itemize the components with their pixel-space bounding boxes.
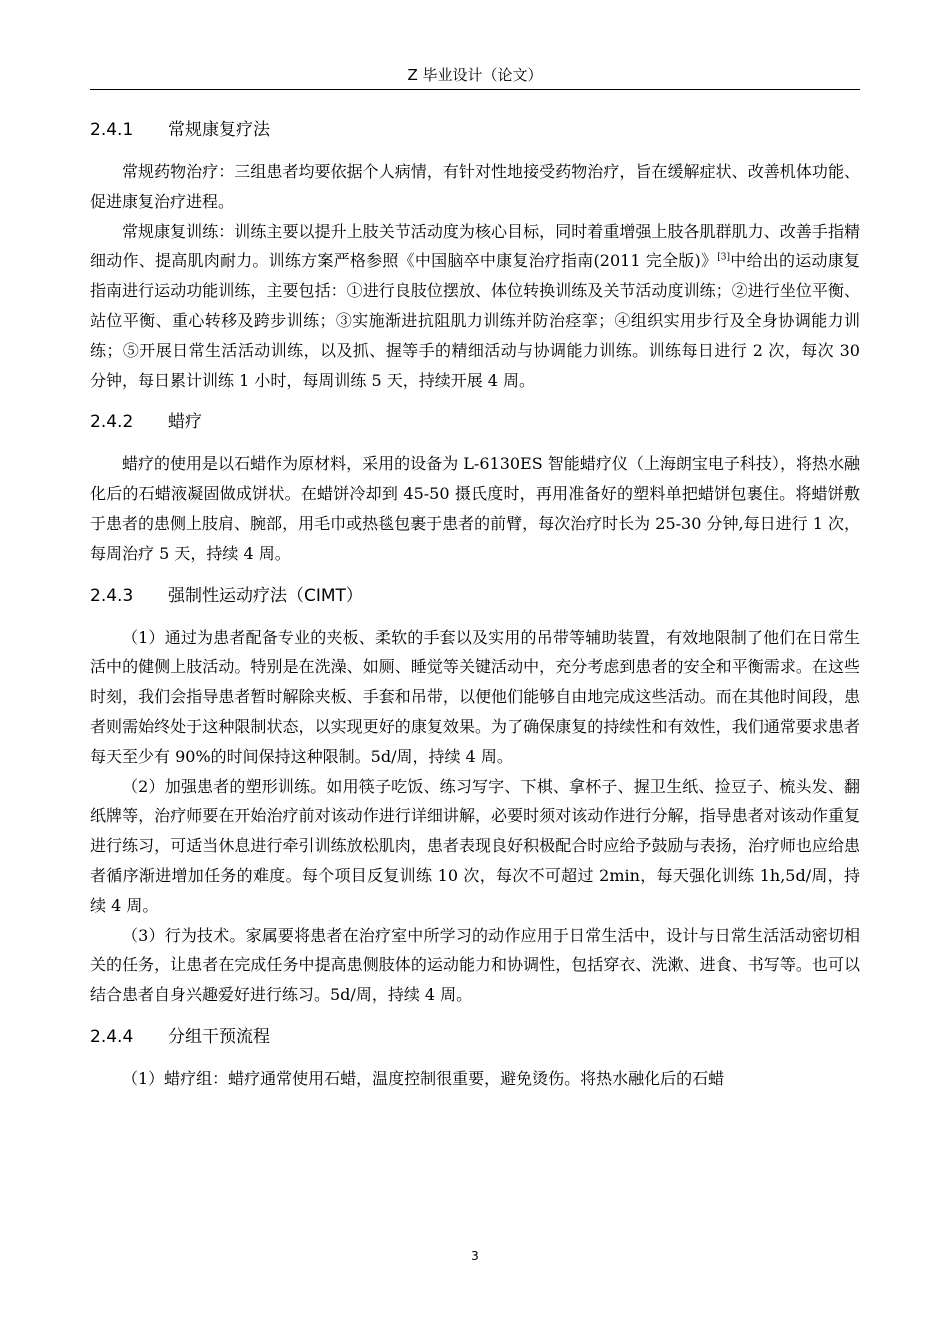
section-number: 2.4.3 [90,585,134,606]
section-number: 2.4.1 [90,120,134,140]
paragraph: （2）加强患者的塑形训练。如用筷子吃饭、练习写字、下棋、拿杯子、握卫生纸、捡豆子、梳头发、翻纸牌等，治疗师要在开始治疗前对该动作进行详细讲解，必要时须对该动作进行分解，指导患者对该动作重复进行练习，可适当休息进行牵引训练放松肌肉，患者表现良好积极配合时应给予鼓励与表扬，治疗师也应给患者循序渐进增加任务的难度。每个项目反复训练 10 次，每次不可超过 2min，每天强化训练 1h,5d/周，持续 4 周。 [90,776,860,915]
page-body [90,113,860,1094]
section-heading-2-4-1 [90,113,860,147]
paragraph: （3）行为技术。家属要将患者在治疗室中所学习的动作应用于日常生活中，设计与日常生活活动密切相关的任务，让患者在完成任务中提高患侧肢体的运动能力和协调性，包括穿衣、洗漱、进食、书写等。也可以结合患者自身兴趣爱好进行练习。5d/周，持续 4 周。 [90,925,860,1005]
section-title: 常规康复疗法 [168,120,270,140]
page-header: Z 毕业设计（论文） [407,66,543,84]
paragraph-text: 中给出的运动康复指南进行运动功能训练，主要包括：①进行良肢位摆放、体位转换训练及关节活动度训练；②进行坐位平衡、站位平衡、重心转移及跨步训练；③实施渐进抗阻肌力训练并防治痉挛；④组织实用步行及全身协调能力训练；⑤开展日常生活活动训练，以及抓、握等手的精细活动与协调能力训练。训练每日进行 2 次，每次 30 分钟，每日累计训练 1 小时，每周训练 5 天，持续开展 4 周。 [90,251,860,390]
header-divider [90,89,860,90]
section-title: 分组干预流程 [168,1026,270,1047]
page-number: 3 [471,1249,479,1263]
paragraph: （1）通过为患者配备专业的夹板、柔软的手套以及实用的吊带等辅助装置，有效地限制了他们在日常生活中的健侧上肢活动。特别是在洗澡、如厕、睡觉等关键活动中，充分考虑到患者的安全和平衡需求。在这些时刻，我们会指导患者暂时解除夹板、手套和吊带，以便他们能够自由地完成这些活动。而在其他时间段，患者则需始终处于这种限制状态，以实现更好的康复效果。为了确保康复的持续性和有效性，我们通常要求患者每天至少有 90%的时间保持这种限制。5d/周，持续 4 周。 [90,627,860,766]
paragraph-text: 常规康复训练：训练主要以提升上肢关节活动度为核心目标，同时着重增强上肢各肌群肌力、改善手指精细动作、提高肌肉耐力。训练方案严格参照《中国脑卒中康复治疗指南(2011 完全版)》 [90,221,860,271]
section-heading-2-4-4 [90,1020,860,1054]
paragraph: （1）蜡疗组：蜡疗通常使用石蜡，温度控制很重要，避免烫伤。将热水融化后的石蜡 [122,1068,725,1088]
section-title: 蜡疗 [168,412,202,433]
section-title: 强制性运动疗法（CIMT） [168,585,363,606]
citation-ref: [3] [717,253,731,264]
paragraph [90,217,860,396]
paragraph: 蜡疗的使用是以石蜡作为原材料，采用的设备为 L-6130ES 智能蜡疗仪（上海朗宝电子科技），将热水融化后的石蜡液凝固做成饼状。在蜡饼冷却到 45-50 摄氏度时，再用准备好的塑料单把蜡饼包裹住。将蜡饼敷于患者的患侧上肢肩、腕部，用毛巾或热毯包裹于患者的前臂，每次治疗时长为 25-30 分钟,每日进行 1 次，每周治疗 5 天，持续 4 周。 [90,454,860,563]
section-heading-2-4-3 [90,579,860,613]
section-heading-2-4-2 [90,405,860,439]
paragraph: 常规药物治疗：三组患者均要依据个人病情，有针对性地接受药物治疗，旨在缓解症状、改善机体功能、促进康复治疗进程。 [90,162,860,211]
section-number: 2.4.2 [90,412,134,433]
section-number: 2.4.4 [90,1026,134,1047]
